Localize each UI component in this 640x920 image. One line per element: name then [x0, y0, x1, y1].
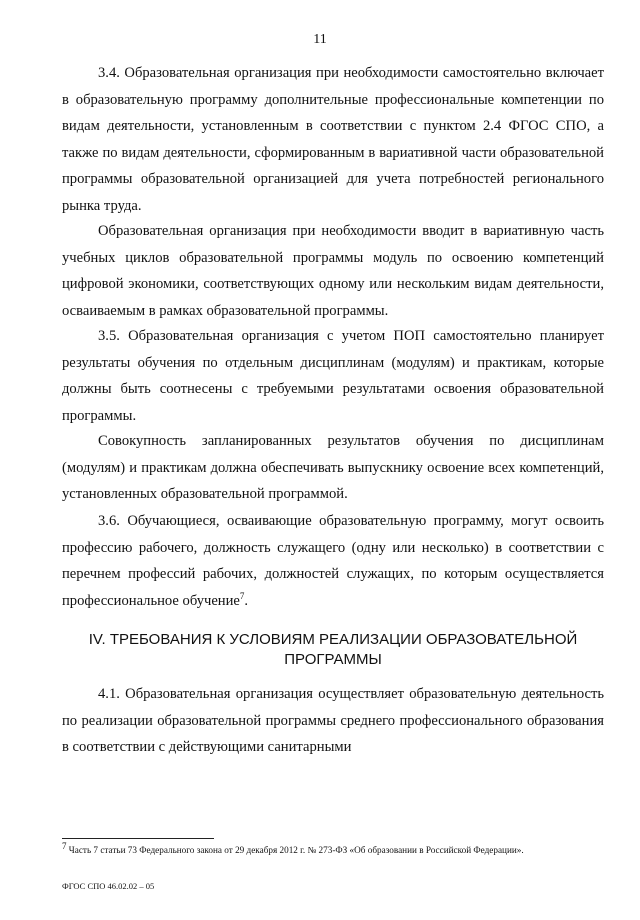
footnote-mark: 7 — [62, 840, 67, 851]
page-number: 11 — [313, 32, 327, 47]
paragraph-text: Совокупность запланированных результатов обучения по дисциплинам (модулям) и практикам должна обеспечивать выпускнику освоение всех компетенций, установленных образовательной программой. — [62, 433, 604, 502]
paragraph-text: 4.1. Образовательная организация осуществляет образовательную деятельность по реализации образовательной программы среднего профессионального образования в соответствии с действующими санитарными — [62, 686, 604, 755]
section-heading-line-2: ПРОГРАММЫ — [284, 651, 382, 668]
paragraph-text: 3.5. Образовательная организация с учетом ПОП самостоятельно планирует результаты обучения по отдельным дисциплинам (модулям) и практикам, которые должны быть соотнесены с требуемыми результатами освоения образовательной программы. — [62, 328, 604, 424]
section-heading — [62, 630, 604, 670]
paragraph-end-punct: . — [244, 592, 249, 609]
footnote-text: Часть 7 статьи 73 Федерального закона от 29 декабря 2012 г. № 273-ФЗ «Об образовании в Российской Федерации». — [66, 845, 524, 855]
paragraph-variative-part — [62, 218, 604, 324]
paragraph-3-4 — [62, 60, 604, 219]
paragraph-3-5 — [62, 323, 604, 429]
document-code: ФГОС СПО 46.02.02 – 05 — [62, 881, 155, 891]
footnote-divider — [62, 838, 214, 839]
paragraph-text: Образовательная организация при необходимости вводит в вариативную часть учебных циклов образовательной программы модуль по освоению компетенций цифровой экономики, соответствующих одному или нескольким видам деятельности, осваиваемым в рамках образовательной программы. — [62, 223, 604, 319]
paragraph-competencies — [62, 428, 604, 508]
footnote-reference: 7 — [239, 590, 245, 601]
paragraph-4-1 — [62, 681, 604, 761]
paragraph-3-6-text: 3.6. Обучающиеся, осваивающие образовательную программу, могут освоить профессию рабочего, должность служащего (одну или несколько) в соответствии с перечнем профессий рабочих, должностей служащих, по которым осуществляется профессиональное обучение — [62, 513, 604, 609]
footnote — [62, 840, 622, 856]
paragraph-3-6 — [62, 508, 604, 614]
paragraph-text: 3.4. Образовательная организация при необходимости самостоятельно включает в образовательную программу дополнительные профессиональные компетенции по видам деятельности, установленным в соответствии с пунктом 2.4 ФГОС СПО, а также по видам деятельности, сформированным в вариативной части образовательной программы образовательной организацией для учета потребностей регионального рынка труда. — [62, 65, 604, 214]
paragraph-text — [62, 508, 604, 614]
section-heading-line-1: IV. ТРЕБОВАНИЯ К УСЛОВИЯМ РЕАЛИЗАЦИИ ОБРАЗОВАТЕЛЬНОЙ — [88, 631, 578, 648]
